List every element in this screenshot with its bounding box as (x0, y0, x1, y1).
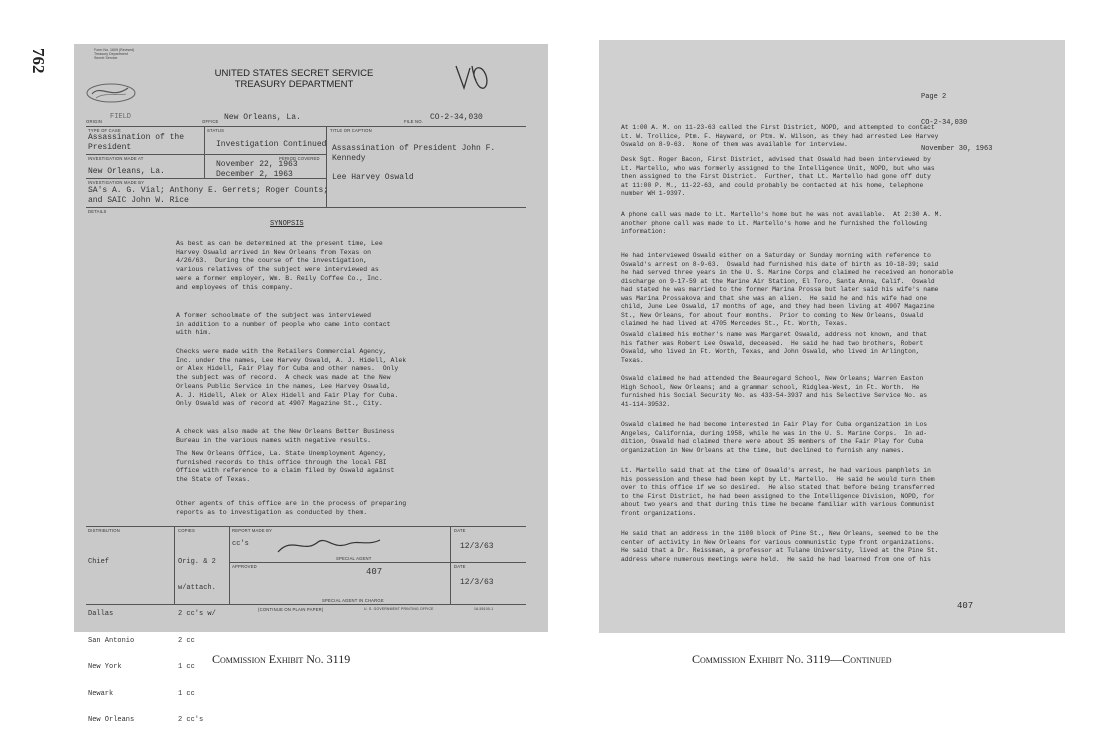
made-by-label: INVESTIGATION MADE BY (88, 180, 145, 185)
copies-entry: 1 cc (178, 663, 195, 672)
copies-entry: 1 cc (178, 689, 195, 698)
copies-entry: 2 cc (178, 636, 195, 645)
report-made-by-label: REPORT MADE BY (232, 528, 273, 533)
origin-value: FIELD (110, 113, 132, 121)
details-label: DETAILS (88, 209, 107, 214)
distribution-entry: Newark (88, 689, 114, 698)
left-exhibit-caption: Commission Exhibit No. 3119 (212, 652, 351, 666)
synopsis-heading: SYNOPSIS (270, 220, 304, 228)
distribution-label: DISTRIBUTION (88, 528, 120, 533)
synopsis-paragraph-2: A former schoolmate of the subject was interviewed in addition to a number of people who came into contact with him. (176, 312, 391, 337)
investigation-at-value: New Orleans, La. (88, 167, 165, 176)
report-paragraph-9: He said that an address in the 1100 block of Pine St., New Orleans, seemed to be the center of activity in New Orleans for various communistic type front organizations. He said that a Dr. Reissman, a professor at Tulane University, lived at the Pine St. address where numerous meetings were held. He said he had learned from one of his (621, 530, 939, 563)
copies-entry: Orig. & 2 (178, 557, 216, 566)
period-covered-label: PERIOD COVERED (279, 156, 320, 161)
distribution-entry: New York (88, 663, 122, 672)
copies-entry: 2 cc's w/ (178, 610, 216, 619)
origin-label: ORIGIN (86, 119, 103, 124)
report-made-by-value: cc's (232, 540, 249, 548)
synopsis-paragraph-3: Checks were made with the Retailers Commercial Agency, Inc. under the names, Lee Harvey Oswald, A. J. Hidell, Alek or Alex Hidell, Fair Play for Cuba and other names. Only the subject was of record. A check was made at the New Orleans Public Service in the names, Lee Harvey Oswald, A. J. Hidell, Alek or Alex Hidell and Fair Play for Cuba. Only Oswald was of record at 4907 Magazine St., City. (176, 348, 407, 408)
distribution-entry: Dallas (88, 610, 114, 619)
header-date: November 30, 1963 (921, 144, 993, 153)
status-value: Investigation Continued (216, 140, 327, 149)
file-no-value: CO-2-34,030 (430, 113, 483, 122)
treasury-seal-stamp (82, 80, 140, 106)
synopsis-paragraph-1: As best as can be determined at the present time, Lee Harvey Oswald arrived in New Orleans from Texas on 4/26/63. During the course of the investigation, various relatives of the subject were interviewed as were a former employer, Wm. B. Reily Coffee Co., Inc. and employees of this company. (176, 240, 383, 291)
made-by-value: SA's A. G. Vial; Anthony E. Gerrets; Roger Counts; and SAIC John W. Rice (88, 186, 329, 205)
synopsis-paragraph-6: Other agents of this office are in the process of preparing reports as to investigation as conducted by them. (176, 500, 407, 516)
type-of-case-label: TYPE OF CASE (88, 128, 121, 133)
synopsis-paragraph-5: The New Orleans Office, La. State Unemployment Agency, furnished records to this office through the local FBI Office with reference to a claim filed by Oswald against the State of Texas. (176, 450, 395, 484)
title-value: Assassination of President John F. Kennedy Lee Harvey Oswald (332, 144, 496, 182)
status-label: STATUS (207, 128, 225, 133)
copies-entry: w/attach. (178, 583, 216, 592)
header-file-no: CO-2-34,030 (921, 118, 968, 127)
page-label: Page 2 (921, 93, 947, 102)
handwritten-initials (450, 60, 494, 94)
agent-signature (274, 532, 384, 558)
investigation-at-label: INVESTIGATION MADE AT (88, 156, 144, 161)
special-agent-in-charge-label: SPECIAL AGENT IN CHARGE (322, 598, 384, 603)
gpo-note: U. S. GOVERNMENT PRINTING OFFICE (364, 607, 434, 611)
date-label-2: DATE (454, 564, 466, 569)
distribution-entry: New Orleans (88, 715, 135, 724)
copies-entry: 2 cc's (178, 715, 204, 724)
type-of-case-value: Assassination of the President (88, 133, 185, 152)
report-date: 12/3/63 (460, 542, 494, 551)
approved-date: 12/3/63 (460, 578, 494, 587)
synopsis-paragraph-4: A check was also made at the New Orleans Better Business Bureau in the various names with negative results. (176, 428, 395, 444)
report-paragraph-8: Lt. Martello said that at the time of Oswald's arrest, he had various pamphlets in his possession and these had been kept by Lt. Martello. He said he would turn them over to this office if we so desired. He also stated that before being transferred to the First District, he had been assigned to the Intelligence Division, NOPD, for about two years and that during this time he became familiar with various Communist front organizations. (621, 467, 935, 517)
distribution-entry: San Antonio (88, 636, 135, 645)
gpo-number: 16-55100-1 (474, 607, 494, 611)
office-label: OFFICE (202, 119, 219, 124)
continue-note: (CONTINUE ON PLAIN PAPER) (258, 607, 324, 612)
distribution-entry (88, 584, 134, 593)
date-label-1: DATE (454, 528, 466, 533)
title-label: TITLE OR CAPTION (330, 128, 372, 133)
page-footer-number: 407 (957, 601, 974, 611)
page-number: 762 (29, 48, 48, 74)
distribution-list (88, 540, 134, 742)
form-number: Form No. 1609 (Revised) Treasury Department Secret Service (94, 48, 135, 61)
approved-value: 407 (366, 567, 383, 577)
report-paragraph-3: A phone call was made to Lt. Martello's home but he was not available. At 2:30 A. M. another phone call was made to Lt. Martello's home and he furnished the following information: (621, 211, 943, 236)
copies-list (178, 540, 216, 742)
right-exhibit-caption: Commission Exhibit No. 3119—Continued (692, 652, 892, 666)
office-value: New Orleans, La. (224, 113, 301, 122)
right-document-page (599, 40, 1065, 633)
agency-name: UNITED STATES SECRET SERVICE (214, 68, 374, 79)
report-paragraph-2: Desk Sgt. Roger Bacon, First District, advised that Oswald had been interviewed by Lt. Martello, who was formerly assigned to the Intelligence Unit, NOPD, but who was then assigned to the First District. Further, that Lt. Martello had gone off duty at 11:00 P. M., 11-22-63, and could probably be contacted at his home, telephone number WH 1-9397. (621, 156, 935, 198)
period-covered-value: November 22, 1963 December 2, 1963 (216, 160, 298, 179)
approved-label: APPROVED (232, 564, 257, 569)
copies-label: COPIES (178, 528, 196, 533)
special-agent-label: SPECIAL AGENT (336, 556, 372, 561)
report-paragraph-7: Oswald claimed he had become interested in Fair Play for Cuba organization in Los Angeles, California, during 1958, while he was in the U. S. Marine Corps. In ad- dition, Oswald had claimed there were about 35 members of the Fair Play for Cuba organization in New Orleans at the time, but declined to furnish any names. (621, 421, 928, 454)
distribution-entry: Chief (88, 557, 110, 566)
document-header (194, 68, 394, 90)
report-paragraph-5: Oswald claimed his mother's name was Margaret Oswald, address not known, and that his father was Robert Lee Oswald, deceased. He said he had two brothers, Robert Oswald, who lived in Ft. Worth, Texas, and John Oswald, who lived in Arlington, Texas. (621, 331, 928, 364)
file-no-label: FILE NO. (404, 119, 424, 124)
department-name: TREASURY DEPARTMENT (234, 79, 354, 90)
report-paragraph-1: At 1:00 A. M. on 11-23-63 called the First District, NOPD, and attempted to contact Lt. W. Trollice, Ptm. F. Hayward, or Ptm. W. Wilson, as they had arrested Lee Harvey Oswald on 8-9-63. None of them was available for interview. (621, 124, 939, 149)
report-paragraph-4: He had interviewed Oswald either on a Saturday or Sunday morning with reference to Oswald's arrest on 8-9-63. Oswald had furnished his date of birth as 10-18-39; said he had served three years in the U. S. Marine Corps and claimed he received an honorable discharge on 9-17-59 at the Marine Air Station, El Toro, Santa Anna, Calif. Oswald had stated he was married to the former Marina Prossa but later said his wife's name was Marina Prossakova and that she was an alien. He said he and his wife had one child, June Lee Oswald, 17 months of age, and they had been living at 4907 Magazine St., New Orleans, for about four months. Prior to coming to New Orleans, Oswald claimed he had lived at 4705 Mercedes St., Ft. Worth, Texas. (621, 252, 954, 328)
report-paragraph-6: Oswald claimed he had attended the Beauregard School, New Orleans; Warren Easton High School, New Orleans; and a grammar school, Ridglea-West, in Ft. Worth. He furnished his Social Security No. as 433-54-3937 and his Selective Service No. as 41-114-39532. (621, 375, 928, 408)
